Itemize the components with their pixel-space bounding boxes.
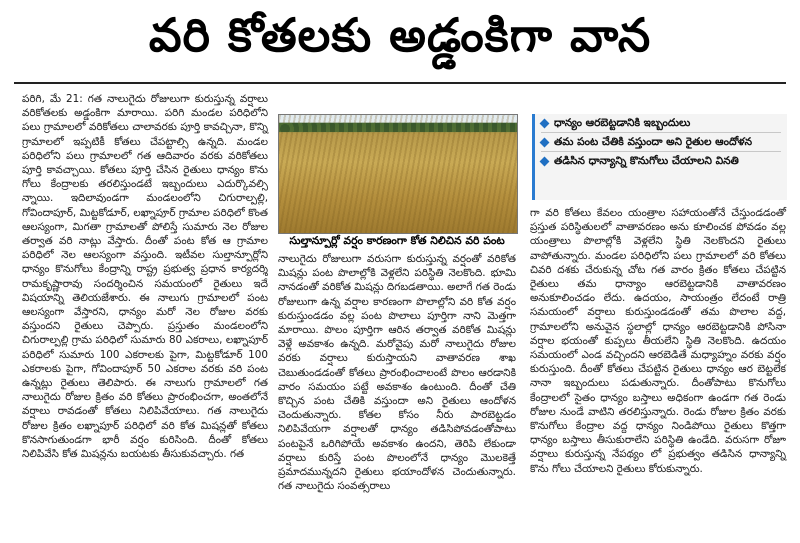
article-column-2 (278, 252, 516, 493)
bullet-diamond-icon (540, 119, 550, 129)
photo-caption: సుల్తాన్పూర్లో వర్షం కారణంగా కోత నిలిచిన వరి పంట (289, 234, 505, 247)
column-2-text: నాలుగైదు రోజులుగా వరుసగా కురుస్తున్న వర్షంతో వరికోత మిషన్లు పంట పొలాల్లోకి వెళ్లలేని పరిస్థితి నెలకొంది. భూమి నానడంతో వరికోత మిషన్లు దిగబడతాయి. అలాగే గత రెండు రోజులుగా ఉన్న వర్షాల కారణంగా పొలాల్లోని వరి కోత వర్షం కురుస్తుండడం వల్ల పంట పొలాలు పూర్తిగా నాని మెత్తగా మారాయి. పొలం పూర్తిగా ఆరిన తర్వాత వరికోత మిషన్లు వెళ్లే అవకాశం ఉన్నది. మరోవైపు మరో నాలుగైదు రోజుల వరకు వర్షాలు కురుస్తాయని వాతావరణ శాఖ చెబుతుండడంతో కోతలు ప్రారంభించాలంటే పొలం ఆరడానికి వారం సమయం పట్టే అవకాశం ఉంటుంది. దీంతో చేతి కొచ్చిన పంట చేతికి వస్తుందా అని రైతులు ఆందోళన చెందుతున్నారు. కోతల కోసం నీరు పారబెట్టడం నిలిపివేయగా వర్షాలతో ధాన్యం తడిసిపోవడంతోపాటు పంటపైనే ఒరిగిపోయే అవకాశం ఉందని, తెరిపి లేకుండా వర్షాలు కురిస్తే పంట పొలంలోనే ధాన్యం మొలకెత్తే ప్రమాదమున్నదని రైతులు భయాందోళన చెందుతున్నారు. గత నాలుగైదు సంవత్సరాలు (278, 253, 516, 493)
highlight-text: ధాన్యం ఆరబెట్టడానికి ఇబ్బందులు (554, 117, 691, 129)
column-1-text: పరిగి, మే 21: గత నాలుగైదు రోజులుగా కురుస్తున్న వర్షాలు వరికోతలకు అడ్డంకిగా మారాయి. పరిగి మండల పరిధిలోని పలు గ్రామాలలో వరికోతలు చాలావరకు పూర్తి కావచ్చినా, కొన్ని గ్రామాలలో ఇప్పటికీ కోతలు చేపట్టాల్సి ఉన్నది. మండల పరిధిలోని పలు గ్రామాలలో గత ఆదివారం వరకు వరికోతలు పూర్తి కావచ్చాయి. కోతలు పూర్తి చేసిన రైతులు ధాన్యం కొను గోలు కేంద్రాలకు తరలిస్తుండటే ఇబ్బందులు ఎదుర్కొవల్సి న్నాయి. ఇదిలావుండగా మండలంలోని చిగురాల్పల్లి, గోవిందాపూర్, మిట్టకోడూర్, లఖ్నాపూర్ గ్రామాల పరిధిలో కొంత ఆలస్యంగా, మిగతా గ్రామాలతో పోలిస్తే సుమారు నెల రోజుల తర్వాత వరి నాట్లు వేస్తారు. దీంతో పంట కోత ఆ గ్రామాల పరిధిలో నెల ఆలస్యంగా వస్తుంది. ఇటీవల సుల్తాన్పూర్లోని ధాన్యం కొనుగోలు కేంద్రాన్ని రాష్ట్ర ప్రభుత్వ ప్రధాన కార్యదర్శి రామకృష్ణారావు సందర్శించిన సమయంలో రైతులు ఇదే విషయాన్ని తెలియజేశారు. ఈ నాలుగు గ్రామాలలో పంట ఆలస్యంగా వేస్తారని, ధాన్యం మరో నెల రోజుల వరకు వస్తుందని రైతులు చెప్పారు. ప్రస్తుతం మండలంలోని చిగురాల్పల్లి గ్రామ పరిధిలో సుమారు 80 ఎకరాలు, లఖ్నాపూర్ పరిధిలో సుమారు 100 ఎకరాలకు పైగా, మిట్టకోడూర్ 100 ఎకరాలకు పైగా, గోవిందాపూర్ 50 ఎకరాల వరకు వరి పంట ఉన్నట్లు రైతులు తెలిపారు. ఈ నాలుగు గ్రామాలలో గత నాలుగైదు రోజుల క్రితం వరి కోతలు ప్రారంభించగా, అంతలోనే వర్షాలు రావడంతో కోతలు నిలిపివేయాలు. గత నాలుగైదు రోజుల క్రితం లఖ్నాపూర్ పరిధిలో వరి కోత మిషన్లతో కోతలు కొనసాగుతుండగా భారీ వర్షం కురిసింది. దీంతో కోతలు నిలిపివేసి కోత మిషన్లను బయటకు తీసుకువచ్చారు. గత (22, 93, 268, 461)
bullet-diamond-icon (540, 138, 550, 148)
headline: వరి కోతలకు అడ్డంకిగా వాన (148, 8, 652, 62)
bullet-diamond-icon (540, 157, 550, 167)
tree-line (279, 123, 517, 132)
article-column-1 (22, 92, 268, 461)
highlight-item (535, 133, 787, 151)
paddy-field-photo (278, 114, 518, 234)
highlight-item (535, 152, 787, 170)
highlight-item (535, 114, 787, 132)
headline-divider (14, 82, 786, 84)
highlight-text: తడిసిన ధాన్యాన్ని కొనుగోలు చేయాలని వినతి (554, 155, 739, 167)
column-3-text: గా వరి కోతలు కేవలం యంత్రాల సహాయంతోనే చేస్తుండడంతో ప్రస్తుత పరిస్థితులలో వాతావరణం అను కూలించక పోవడం వల్ల యంత్రాలు పొలాల్లోకి వెళ్లలేని స్థితి నెలకొందని రైతులు వాపోతున్నారు. మండల పరిధిలోని పలు గ్రామాలలో వరి కోతలు చివరి దశకు చేరుకున్న చోట గత వారం క్రితం కోతలు చేపట్టిన రైతులు తమ ధాన్యాం ఆరబెట్టడానికి వాతావరణం అనుకూలించడం లేదు. ఉదయం, సాయంత్రం లేదంటే రాత్రి సమయంలో వర్షాలు కురుస్తుండడంతో తమ పొలాల వద్ద, గ్రామాలలోని అనువైన స్థలాల్లో ధాన్యం ఆరబెట్టడానికి పోసినా వర్షాల భయంతో కుప్పలు తీయలేని స్థితి నెలకొంది. ఉదయం సమయంలో ఎండ వచ్చిందని ఆరబెడితే మధ్యాహ్నం వరకు వర్షం కురుస్తుంది. దీంతో కోతలు చేపట్టిన రైతులు ధాన్యం ఆర బెట్టలేక నానా ఇబ్బందులు పడుతున్నారు. దీంతోపాటు కొనుగోలు కేంద్రాలలో సైతం ధాన్యం బస్తాలు అధికంగా ఉండగా గత రెండు రోజుల నుండే వాటిని తరలిస్తున్నారు. రెండు రోజుల క్రితం వరకు కొనుగోలు కేంద్రాల వద్ద ధాన్యం నిండిపోయి రైతులు కొత్తగా ధాన్యం బస్తాలు తీసుకురాలేని పరిస్థితి ఉండేది. వరుసగా రోజూ వర్షాలు కురుస్తున్న నేపథ్యం లో ప్రభుత్వం తడిసిన ధాన్యాన్ని కొను గోలు చేయాలని రైతులు కోరుకున్నారు. (530, 207, 786, 475)
highlights-box (532, 114, 787, 200)
highlight-text: తమ పంట చేతికి వస్తుందా అని రైతుల ఆందోళన (554, 136, 753, 148)
article-column-3 (530, 206, 786, 476)
